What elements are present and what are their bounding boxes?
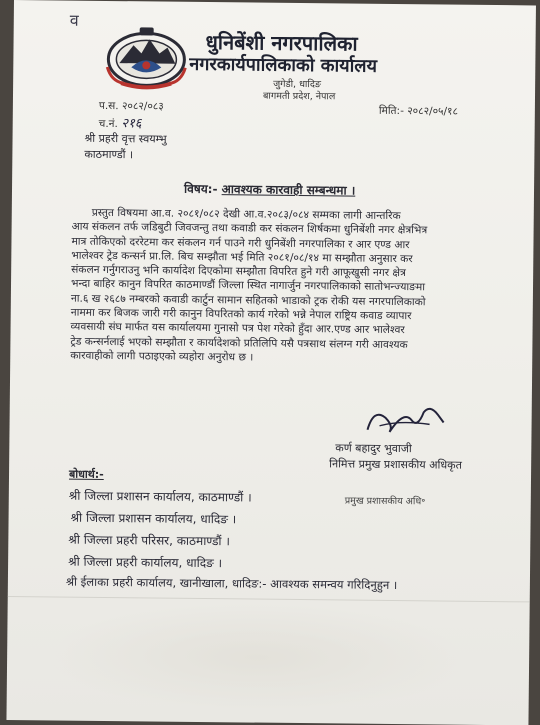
recipient-line: काठमाण्डौं । [84, 147, 134, 162]
cc-item: श्री जिल्ला प्रशासन कार्यालय, धादिङ । [70, 510, 237, 527]
body-line: प्रस्तुत विषयमा आ.व. २०८१/०८२ देखी आ.व.२०८३/०८४ सम्मका लागी आन्तरिक [91, 206, 401, 223]
cc-item: श्री जिल्ला प्रहरी परिसर, काठमाण्डौं । [68, 532, 231, 549]
letterhead-title-office: नगरकार्यपालिकाको कार्यालय [189, 53, 378, 77]
recipient-line: श्री प्रहरी वृत्त स्वयम्भु [84, 131, 167, 146]
cc-item: श्री ईलाका प्रहरी कार्यालय, खानीखाला, धादिङ:- आवश्यक समन्वय गरिदिनुहुन । [65, 574, 398, 593]
body-line: आय संकलन तर्फ जडिबुटी जिवजन्तु तथा कवाडी कर संकलन शिर्षकमा धुनिबेंशी नगर क्षेत्रभित्र [71, 220, 428, 237]
chalani-label: च.नं. [98, 117, 118, 131]
signer-block [329, 440, 462, 473]
cc-side-note: प्रमुख प्रशासकीय अधि॰ [344, 495, 426, 508]
cc-heading: बोधार्थ:- [68, 467, 104, 481]
letterhead-province: बागमती प्रदेश, नेपाल [262, 90, 336, 103]
recipient-block [84, 131, 166, 164]
paper-stain [47, 600, 468, 714]
nepal-emblem-icon [101, 23, 192, 92]
letter-date: मिति:- २०८२/०५/१८ [378, 104, 459, 118]
subject-line [184, 180, 355, 199]
signer-name: कर्ण बहादुर भुवाजी [335, 441, 412, 456]
letter-page [6, 0, 536, 725]
signer-title: निमित्त प्रमुख प्रशासकीय अधिकृत [329, 457, 462, 472]
subject-text: आवश्यक कारवाही सम्बन्धमा । [221, 182, 356, 198]
handwritten-signature [359, 400, 449, 437]
body-line: व्यवसायी संघ मार्फत यस कार्यालयमा गुनासो पत्र पेश गरेको हुँदा आर.एण्ड आर भालेश्वर [70, 320, 405, 337]
chalani-handwritten: २१६ [121, 116, 142, 132]
body-line: भन्दा बाहिर कानुन विपरित काठमाण्डौं जिल्ला स्थित नागार्जुन नगरपालिकाको सातोभन्ज्याङमा [70, 278, 426, 294]
body-line: संकलन गर्नुगराउनु भनि कार्यादेश दिएकोमा सम्झौता विपरित हुने गरी आफूखुसी नगर क्षेत्र [71, 263, 406, 280]
cc-item: श्री जिल्ला प्रशासन कार्यालय, काठमाण्डौं । [68, 488, 252, 505]
subject-label: विषय:- [183, 181, 218, 197]
body-line: कारवाहीको लागी पठाइएको व्यहोरा अनुरोध छ । [70, 349, 254, 364]
patra-sankhya: प.स. २०८२/०८३ [98, 99, 164, 113]
body-line: भालेश्वर ट्रेड कन्सर्न प्रा.लि. बिच सम्झौता भई मिति २०८१/०८/१४ मा सम्झौता अनुसार कर [71, 249, 413, 266]
body-line: ट्रेड कन्सर्नलाई भएको सम्झौता र कार्यादेशको प्रतिलिपि यसै पत्रसाथ संलग्न गरी आवश्यक [70, 335, 408, 351]
body-line: मात्र तोकिएको दररेटमा कर संकलन गर्न पाउने गरी धुनिबेंशी नगरपालिका र आर एण्ड आर [71, 235, 410, 251]
letterhead-title-municipality: धुनिबेंशी नगरपालिका [205, 30, 358, 56]
letterhead-place: जुगेडी, धादिङ [273, 78, 322, 91]
letter-body [70, 206, 532, 368]
body-line: नाममा कर बिजक जारी गरी कानुन विपरितको कार्य गरेको भन्ने नेपाल राष्ट्रिय कवाड व्यापार [70, 306, 412, 323]
handwritten-corner-mark: व [69, 10, 79, 30]
body-line: ना.६ ख २६८७ नम्बरको कवाडी कार्टुन सामान सहितको भाडाको ट्रक रोकी यस नगरपालिकाको [70, 292, 426, 309]
chalani-number [99, 113, 142, 131]
cc-item: श्री जिल्ला प्रहरी कार्यालय, धादिङ । [68, 554, 223, 571]
